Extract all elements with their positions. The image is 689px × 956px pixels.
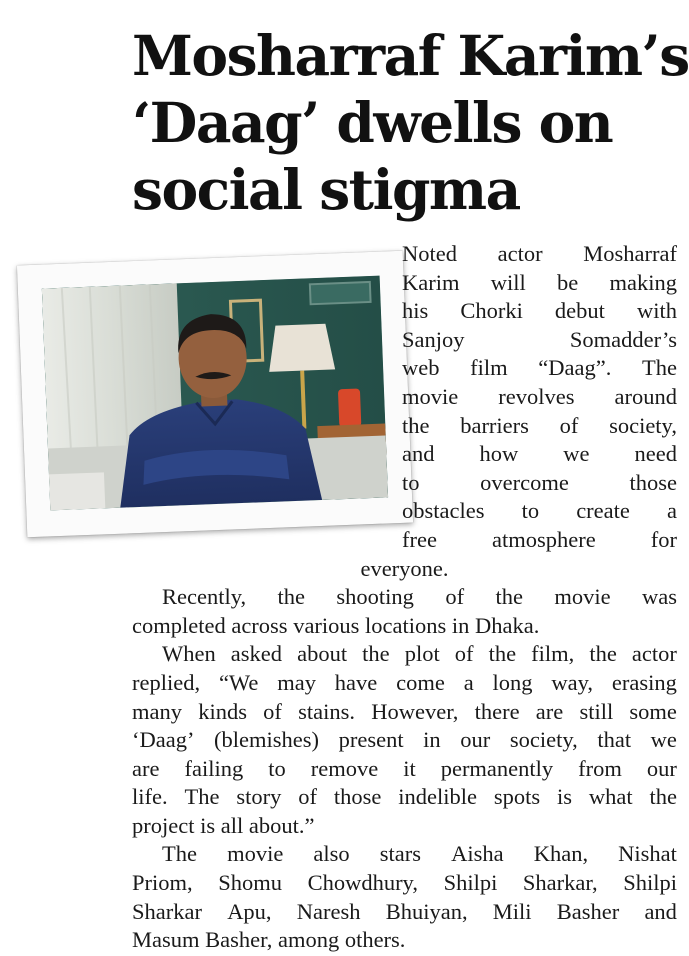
text-line: life. The story of those indelible spots is what the xyxy=(132,784,677,810)
text-line: replied, “We may have come a long way, erasing xyxy=(132,669,677,695)
text-line: Sanjoy Somadder’s xyxy=(402,326,677,352)
text-line: Karim will be making xyxy=(402,269,677,295)
text-line: Noted actor Mosharraf xyxy=(402,241,677,266)
headline xyxy=(132,22,689,223)
text-line: project is all about.” xyxy=(132,812,315,838)
text-line: The movie also stars Aisha Khan, Nishat xyxy=(162,841,677,867)
article-body xyxy=(132,240,677,955)
text-line: Masum Basher, among others. xyxy=(132,927,406,953)
text-line: are failing to remove it permanently from our xyxy=(132,755,677,781)
wrapped-text xyxy=(402,240,677,555)
text-line: obstacles to create a xyxy=(402,498,677,524)
text-line: everyone. xyxy=(360,555,449,581)
headline-line: Mosharraf Karim’s xyxy=(132,23,689,88)
text-line: When asked about the plot of the film, the actor xyxy=(162,641,677,667)
text-line: the barriers of society, xyxy=(402,412,677,438)
text-line: his Chorki debut with xyxy=(402,298,677,324)
text-line: Priom, Shomu Chowdhury, Shilpi Sharkar, Shilpi xyxy=(132,870,677,896)
headline-line: ‘Daag’ dwells on xyxy=(132,90,613,155)
text-line: Recently, the shooting of the movie was xyxy=(162,584,677,610)
full-width-text xyxy=(132,555,677,955)
text-line: web film “Daag”. The xyxy=(402,355,677,381)
text-line: many kinds of stains. However, there are still some xyxy=(132,698,677,724)
text-line: to overcome those xyxy=(402,469,677,495)
text-line: movie revolves around xyxy=(402,383,677,409)
text-line: ‘Daag’ (blemishes) present in our society, that we xyxy=(132,727,677,753)
text-line: completed across various locations in Dhaka. xyxy=(132,612,540,638)
text-line: free atmosphere for xyxy=(402,526,677,552)
headline-line: social stigma xyxy=(132,157,520,222)
text-line: Sharkar Apu, Naresh Bhuiyan, Mili Basher and xyxy=(132,898,677,924)
text-line: and how we need xyxy=(402,441,677,467)
